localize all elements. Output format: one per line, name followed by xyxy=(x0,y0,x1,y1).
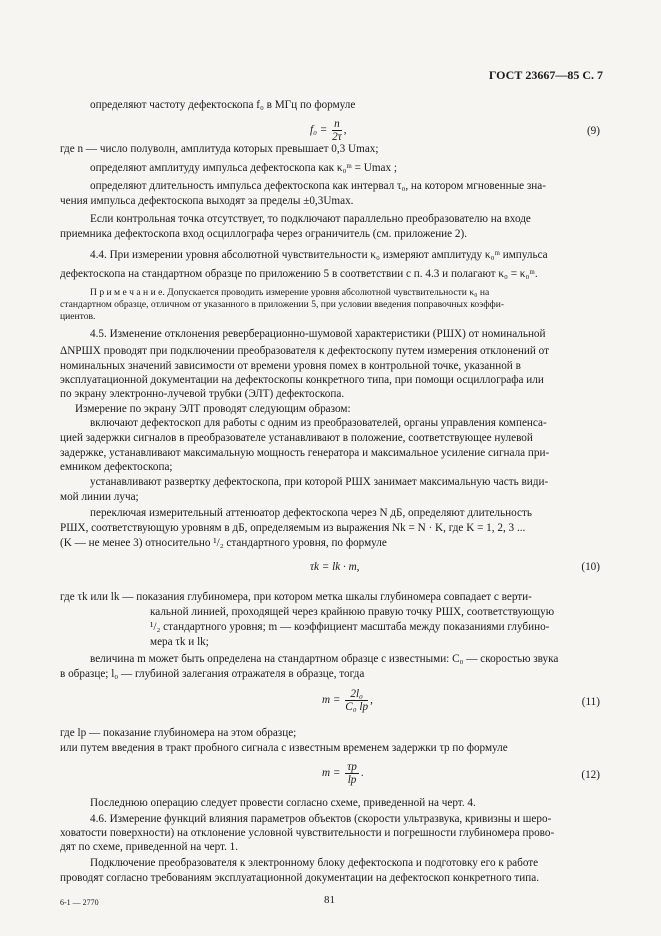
text-line: РШХ, соответствующую уровням в дБ, определяемым из выражения Nk = N · K, где K = 1, 2, 3 ... xyxy=(60,522,526,534)
equation-number: (10) xyxy=(581,561,600,573)
text-line: Подключение преобразователя к электронному блоку дефектоскопа и подготовку его к работе xyxy=(90,857,539,869)
equation-12: m = $\frac{\tau p}{lp}$ . (12) xyxy=(322,761,600,786)
text-line: ¹/₂ стандартного уровня; m — коэффициент масштаба между показаниями глубино- xyxy=(150,621,550,633)
text-line: ΔNРШХ проводят при подключении преобразователя к дефектоскопу путем измерения отклонений от xyxy=(60,345,549,357)
text-line: мера τk и lk; xyxy=(150,636,209,648)
text-line: или путем введения в тракт пробного сигнала с известным временем задержки τp по формуле xyxy=(60,742,508,754)
equation-10: τk = lk · m, (10) xyxy=(310,561,600,573)
text-line: где n — число полуволн, амплитуда которых превышает 0,3 Umax; xyxy=(60,143,379,155)
note-line: циентов. xyxy=(60,311,96,322)
text-line: эксплуатационной документации на дефектоскопы конкретного типа, при помощи осциллографа или xyxy=(60,374,544,386)
text-line: величина m может быть определена на стандартном образце с известными: C₀ — скоростью звука xyxy=(90,653,559,665)
text-line: 4.5. Изменение отклонения реверберационно-шумовой характеристики (РШХ) от номинальной xyxy=(90,328,546,340)
text-line: кальной линией, проходящей через крайнюю правую точку РШХ, соответствующую xyxy=(150,606,555,618)
print-code: 6-1 — 2770 xyxy=(60,898,99,907)
text-line: определяют частоту дефектоскопа f₀ в МГц по формуле xyxy=(90,99,356,111)
text-line: ховатости поверхности) на отклонение условной чувствительности и погрешности глубиномера прово- xyxy=(60,827,555,839)
equation-number: (12) xyxy=(581,769,600,781)
text-line: где lp — показание глубиномера на этом образце; xyxy=(60,727,297,739)
text-line: 4.4. При измерении уровня абсолютной чувствительности κ₀ измеряют амплитуду κ₀ᵐ импульса xyxy=(90,249,548,261)
text-line: мой линии луча; xyxy=(60,491,139,503)
text-line: 4.6. Измерение функций влияния параметров объектов (скорости ультразвука, кривизны и шеро- xyxy=(90,813,552,825)
text-line: задержке, устанавливают максимальную мощность генератора и максимальное усиление сигнала при- xyxy=(60,447,550,459)
text-line: дефектоскопа на стандартном образце по приложению 5 в соответствии с п. 4.3 и полагают κ₀ = κ₀ᵐ. xyxy=(60,268,538,280)
note-line: П р и м е ч а н и е. Допускается проводить измерение уровня абсолютной чувствительности κ₀ на xyxy=(90,287,490,298)
text-line: в образце; l₀ — глубиной залегания отражателя в образце, тогда xyxy=(60,668,365,680)
document-header: ГОСТ 23667—85 С. 7 xyxy=(488,68,603,82)
equation-number: (9) xyxy=(586,125,600,137)
text-line: проводят согласно требованиям эксплуатационной документации на дефектоскоп конкретного типа. xyxy=(60,872,540,884)
text-line: Измерение по экрану ЭЛТ проводят следующим образом: xyxy=(75,403,351,415)
text-line: устанавливают развертку дефектоскопа, при которой РШХ занимает максимальную часть види- xyxy=(90,476,549,488)
text-line: цией задержки сигналов в преобразователе устанавливают в положение, соответствующее нулевой xyxy=(60,432,533,444)
note-line: стандартном образце, отличном от указанного в приложении 5, при условии введения поправочных коэффи- xyxy=(60,299,505,310)
text-line: Если контрольная точка отсутствует, то подключают параллельно преобразователю на входе xyxy=(90,213,531,225)
text-line: приемника дефектоскопа вход осциллографа через ограничитель (см. приложение 2). xyxy=(60,228,468,240)
text-line: по экрану электронно-лучевой трубки (ЭЛТ) дефектоскопа. xyxy=(60,388,345,400)
equation-11: m = $\frac{\text{2l₀}}{\text{C₀ lp}}$ , (11) xyxy=(322,688,600,713)
text-line: определяют амплитуду импульса дефектоскопа как κ₀ᵐ = Umax ; xyxy=(90,162,397,174)
text-line: определяют длительность импульса дефектоскопа как интервал τ₀, на котором мгновенные зна- xyxy=(90,180,546,192)
text-line: Последнюю операцию следует провести согласно схеме, приведенной на черт. 4. xyxy=(90,797,476,809)
text-line: переключая измерительный аттенюатор дефектоскопа через N дБ, определяют длительность xyxy=(90,507,532,519)
equation-number: (11) xyxy=(581,696,600,708)
text-line: чения импульса дефектоскопа выходят за пределы ±0,3Umax. xyxy=(60,195,354,207)
text-line: включают дефектоскоп для работы с одним из преобразователей, органы управления компенса- xyxy=(90,417,547,429)
text-line: номинальных значений зависимости от времени уровня помех в контрольной точке, указанной в xyxy=(60,360,521,372)
text-line: емником дефектоскопа; xyxy=(60,461,173,473)
page-number: 81 xyxy=(324,894,335,906)
text-line: где τk или lk — показания глубиномера, при котором метка шкалы глубиномера совпадает с верти- xyxy=(60,591,532,603)
text-line: дят по схеме, приведенной на черт. 1. xyxy=(60,841,239,853)
text-line: (K — не менее 3) относительно ¹/₂ стандартного уровня, по формуле xyxy=(60,537,387,549)
equation-9: f₀ = $\frac{n}{2\tau}$ , (9) xyxy=(310,118,600,143)
